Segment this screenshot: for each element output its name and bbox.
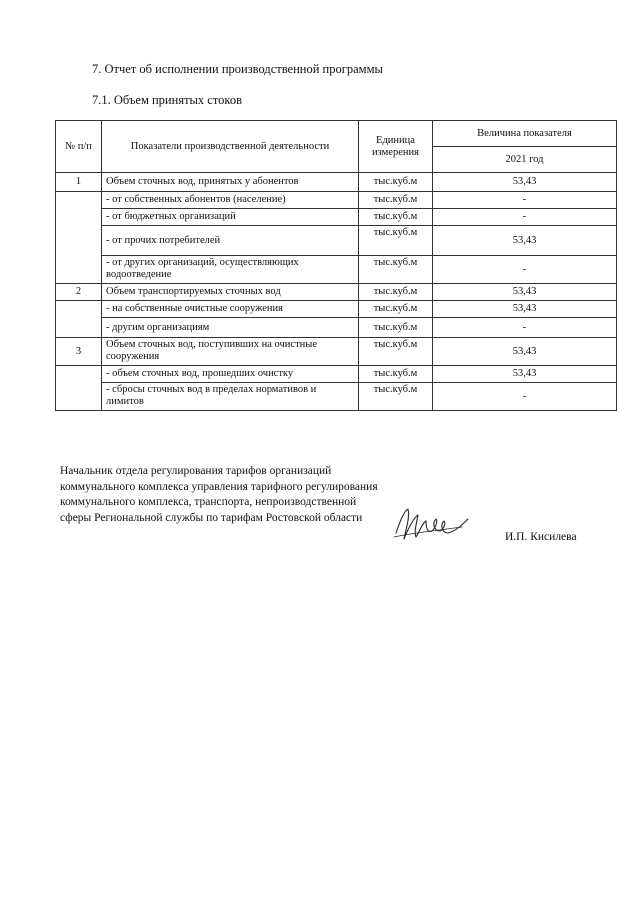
row-indicator: Объем сточных вод, поступивших на очистные сооружения	[102, 338, 359, 366]
header-year: 2021 год	[433, 147, 617, 173]
section-heading: 7. Отчет об исполнении производственной программы	[92, 62, 383, 76]
row-value: -	[433, 256, 617, 284]
row-value: -	[433, 209, 617, 226]
row-unit: тыс.куб.м	[359, 256, 433, 284]
row-value: -	[433, 318, 617, 338]
row-indicator: Объем транспортируемых сточных вод	[102, 284, 359, 301]
handwritten-signature-icon	[392, 503, 472, 545]
row-num: 2	[56, 284, 102, 301]
row-unit: тыс.куб.м	[359, 318, 433, 338]
row-indicator: - на собственные очистные сооружения	[102, 301, 359, 318]
row-unit: тыс.куб.м	[359, 301, 433, 318]
row-num: 1	[56, 173, 102, 192]
header-num: № п/п	[56, 121, 102, 173]
row-value: 53,43	[433, 338, 617, 366]
row-num-group	[56, 366, 102, 411]
row-unit: тыс.куб.м	[359, 383, 433, 411]
row-unit: тыс.куб.м	[359, 192, 433, 209]
table-row	[56, 209, 617, 226]
row-value: 53,43	[433, 173, 617, 192]
table-row	[56, 383, 617, 411]
table-row	[56, 256, 617, 284]
row-unit: тыс.куб.м	[359, 209, 433, 226]
row-num-group	[56, 192, 102, 284]
row-value: 53,43	[433, 226, 617, 256]
row-indicator: - сбросы сточных вод в пределах нормативов и лимитов	[102, 383, 359, 411]
table-row	[56, 301, 617, 318]
row-indicator: - другим организациям	[102, 318, 359, 338]
table-row	[56, 284, 617, 301]
signer-name: И.П. Кисилева	[505, 531, 577, 543]
row-indicator: - от бюджетных организаций	[102, 209, 359, 226]
row-indicator: Объем сточных вод, принятых у абонентов	[102, 173, 359, 192]
table-row	[56, 366, 617, 383]
row-indicator: - объем сточных вод, прошедших очистку	[102, 366, 359, 383]
row-indicator: - от прочих потребителей	[102, 226, 359, 256]
table-row	[56, 226, 617, 256]
row-value: 53,43	[433, 284, 617, 301]
row-value: -	[433, 383, 617, 411]
row-unit: тыс.куб.м	[359, 226, 433, 256]
row-num: 3	[56, 338, 102, 366]
row-num-group	[56, 301, 102, 338]
row-value: 53,43	[433, 301, 617, 318]
table-row	[56, 338, 617, 366]
signer-position: Начальник отдела регулирования тарифов организаций коммунального комплекса управления тарифного регулирования коммунального комплекса, транспорта, непроизводственной сферы Региональной службы по тарифам Ростовской области	[60, 465, 378, 524]
row-indicator: - от собственных абонентов (население)	[102, 192, 359, 209]
row-value: 53,43	[433, 366, 617, 383]
subsection-heading: 7.1. Объем принятых стоков	[92, 93, 242, 107]
table-row	[56, 318, 617, 338]
row-indicator: - от других организаций, осуществляющих водоотведение	[102, 256, 359, 284]
header-indicator: Показатели производственной деятельности	[102, 121, 359, 173]
row-unit: тыс.куб.м	[359, 366, 433, 383]
table-row	[56, 173, 617, 192]
header-unit: Единица измерения	[359, 121, 433, 173]
row-value: -	[433, 192, 617, 209]
row-unit: тыс.куб.м	[359, 173, 433, 192]
report-table	[55, 120, 617, 411]
table-row	[56, 192, 617, 209]
row-unit: тыс.куб.м	[359, 284, 433, 301]
header-value: Величина показателя	[433, 121, 617, 147]
row-unit: тыс.куб.м	[359, 338, 433, 366]
